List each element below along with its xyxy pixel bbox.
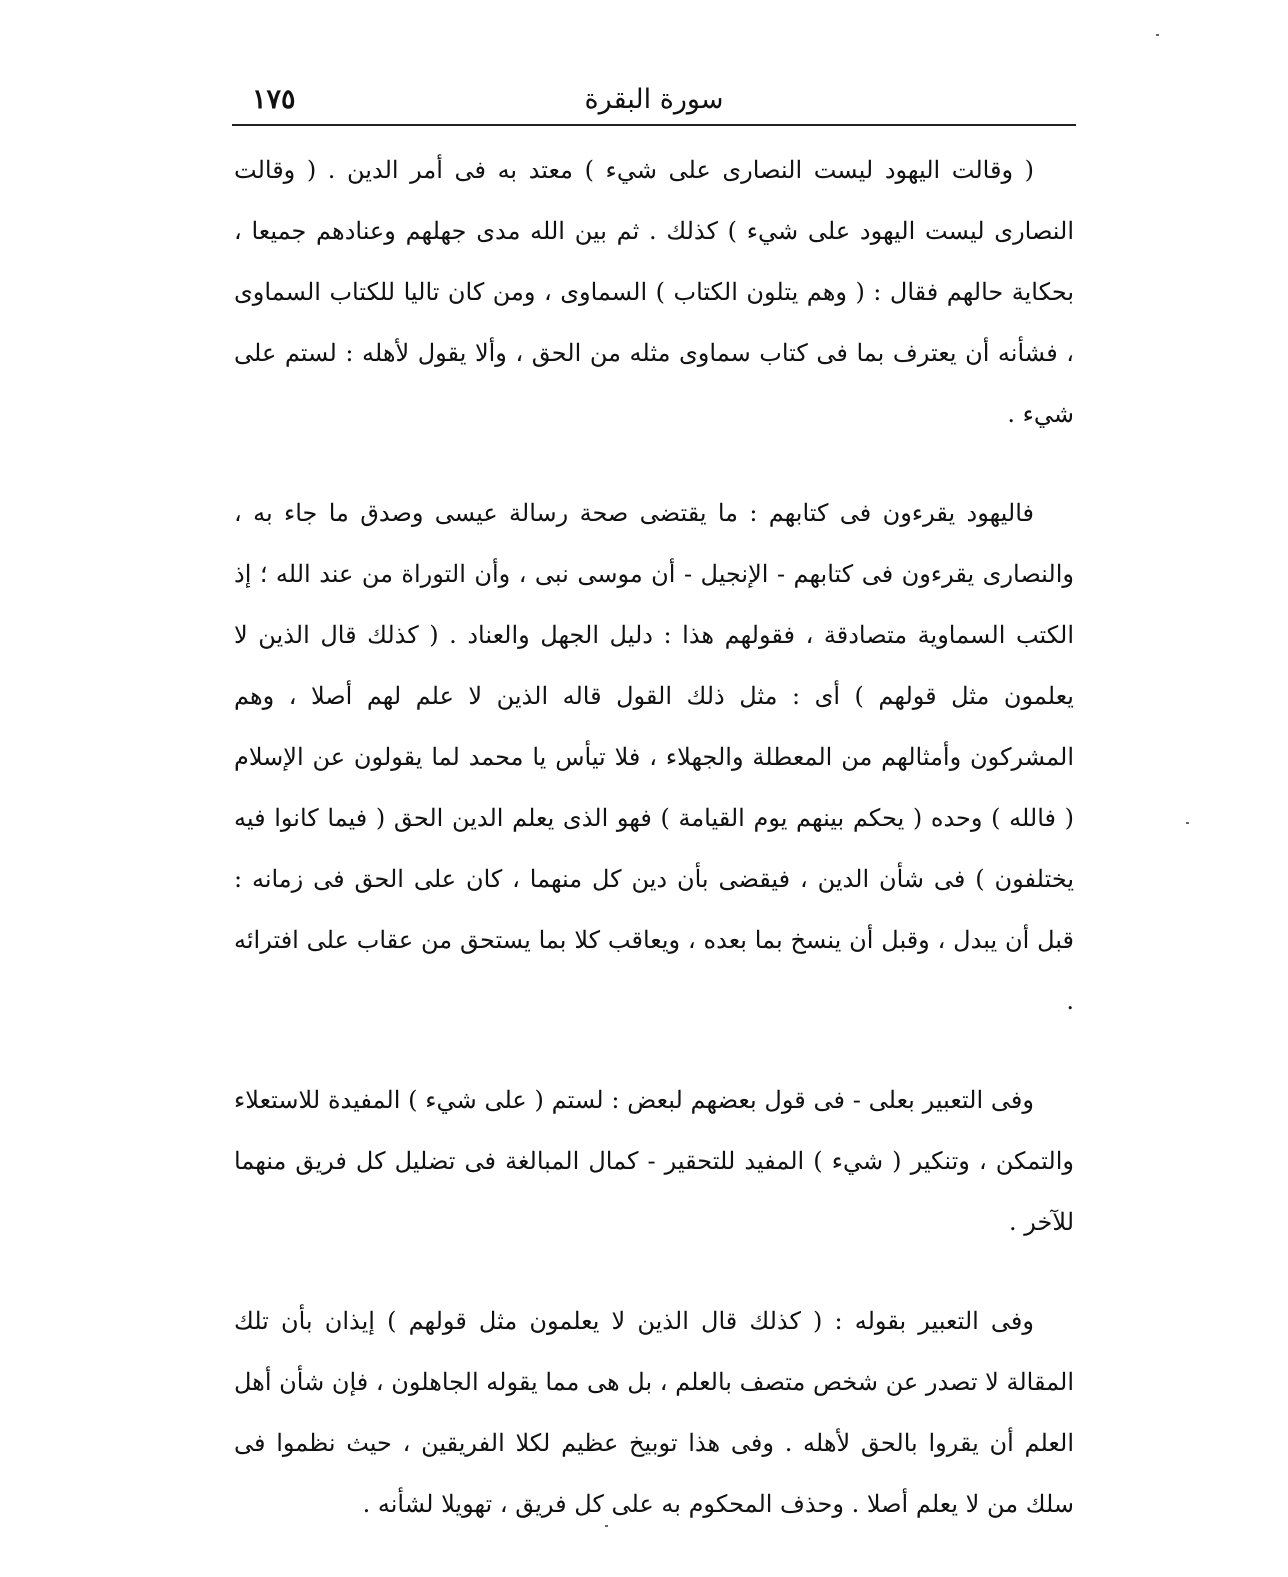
commentary-text xyxy=(234,140,1074,1535)
surah-title: سورة البقرة xyxy=(584,84,724,115)
paragraph-3: وفى التعبير بعلى - فى قول بعضهم لبعض : لستم ( على شيء ) المفيدة للاستعلاء والتمكن ، وتنكير ( شيء ) المفيد للتحقير - كمال المبالغة فى تضليل كل فريق منهما للآخر . xyxy=(234,1086,1074,1236)
page-number: ١٧٥ xyxy=(252,84,296,115)
scan-speck xyxy=(605,1525,608,1527)
scan-speck xyxy=(1156,34,1159,36)
paragraph-2: فاليهود يقرءون فى كتابهم : ما يقتضى صحة رسالة عيسى وصدق ما جاء به ، والنصارى يقرءون فى كتابهم - الإنجيل - أن موسى نبى ، وأن التوراة من عند الله ؛ إذ الكتب السماوية متصادقة ، فقولهم هذا : دليل الجهل والعناد . ( كذلك قال الذين لا يعلمون مثل قولهم ) أى : مثل ذلك القول قاله الذين لا علم لهم أصلا ، وهم المشركون وأمثالهم من المعطلة والجهلاء ، فلا تيأس يا محمد لما يقولون عن الإسلام ( فالله ) وحده ( يحكم بينهم يوم القيامة ) فهو الذى يعلم الدين الحق ( فيما كانوا فيه يختلفون ) فى شأن الدين ، فيقضى بأن دين كل منهما ، كان على الحق فى زمانه : قبل أن يبدل ، وقبل أن ينسخ بما بعده ، ويعاقب كلا بما يستحق من عقاب على افترائه . xyxy=(234,499,1074,1015)
page-header xyxy=(232,78,1076,122)
paragraph-1: ( وقالت اليهود ليست النصارى على شيء ) معتد به فى أمر الدين . ( وقالت النصارى ليست اليهود على شيء ) كذلك . ثم بين الله مدى جهلهم وعنادهم جميعا ، بحكاية حالهم فقال : ( وهم يتلون الكتاب ) السماوى ، ومن كان تاليا للكتاب السماوى ، فشأنه أن يعترف بما فى كتاب سماوى مثله من الحق ، وألا يقول لأهله : لستم على شيء . xyxy=(234,156,1075,428)
paragraph-4: وفى التعبير بقوله : ( كذلك قال الذين لا يعلمون مثل قولهم ) إيذان بأن تلك المقالة لا تصدر عن شخص متصف بالعلم ، بل هى مما يقوله الجاهلون ، فإن شأن أهل العلم أن يقروا بالحق لأهله . وفى هذا توبيخ عظيم لكلا الفريقين ، حيث نظموا فى سلك من لا يعلم أصلا . وحذف المحكوم به على كل فريق ، تهويلا لشأنه . xyxy=(234,1307,1074,1518)
header-rule xyxy=(232,124,1076,126)
scan-speck xyxy=(1186,822,1189,824)
